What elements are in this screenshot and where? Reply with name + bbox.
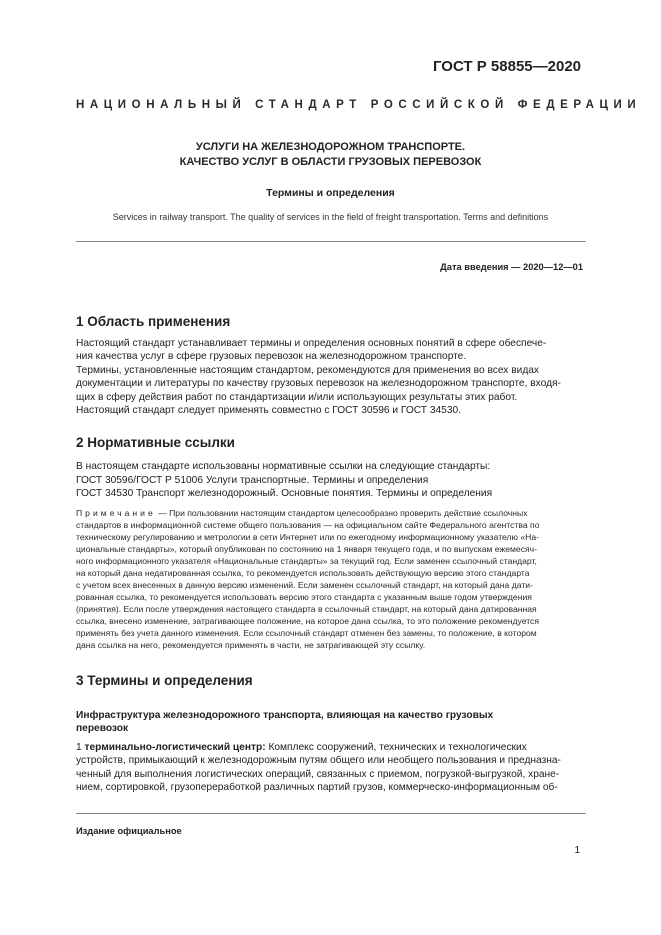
title-divider	[76, 241, 586, 242]
introduction-date: Дата введения — 2020—12—01	[440, 262, 583, 272]
term-definition	[76, 741, 584, 795]
note-text: — При пользовании настоящим стандартом целесообразно проверить действие ссылочных стандартов в информационной системе общего пользования — на официальном сайте Федерального агентства по техническому регулированию и метрологии в сети Интернет или по ежегодному информационному указателю «На- циональные стандарты», который опубликован по состоянию на 1 января текущего года, и по выпускам ежемесяч- ного информационного указателя «Национальные стандарты» за текущий год. Если заменен ссылочный стандарт, на который дана недатированная ссылка, то рекомендуется использовать действующую версию этого стандарта с учетом всех внесенных в данную версию изменений. Если заменен ссылочный стандарт, на который дана дати- рованная ссылка, то рекомендуется использовать версию этого стандарта с указанным выше годом утверждения (принятия). Если после утверждения настоящего стандарта в ссылочный стандарт, на который дана датированная ссылка, внесено изменение, затрагивающее положение, на которое дана ссылка, то это положение рекомендуется применять без учета данного изменения. Если ссылочный стандарт отменен без замены, то положение, в котором дана ссылка на него, рекомендуется применять в части, не затрагивающей эту ссылку.	[76, 508, 540, 650]
section-1-paragraph: Термины, установленные настоящим стандартом, рекомендуются для применения во всех видах документации и литературы по качеству грузовых перевозок на железнодорожном транспорте, входя- щих в сферу действия работ по стандартизации и/или использующих результаты этих работ.	[76, 365, 561, 403]
section-3-heading: 3 Термины и определения	[76, 673, 253, 688]
official-edition-label: Издание официальное	[76, 826, 182, 836]
term-text: Комплекс сооружений, технических и технологических устройств, примыкающий к железнодорожным путям общего или необщего пользования и предназна- ченный для выполнения логистических операций, связанных с приемом, погрузкой-выгрузкой, хране- нием, сортировкой, грузопереработкой различных партий грузов, коммерческо-информационным об-	[76, 742, 561, 794]
section-1-heading: 1 Область применения	[76, 314, 231, 329]
references-note	[76, 507, 584, 651]
section-2-heading: 2 Нормативные ссылки	[76, 435, 235, 450]
references-intro: В настоящем стандарте использованы нормативные ссылки на следующие стандарты:	[76, 461, 491, 472]
term-name: терминально-логистический центр:	[84, 742, 266, 753]
reference-item: ГОСТ 30596/ГОСТ Р 51006 Услуги транспортные. Термины и определения	[76, 474, 429, 486]
term-number: 1	[76, 742, 85, 753]
english-title: Services in railway transport. The quality of services in the field of freight transportation. Terms and definitions	[112, 212, 549, 222]
terms-subheading: Инфраструктура железнодорожного транспорта, влияющая на качество грузовых перевозок	[76, 710, 494, 735]
national-standard-banner: НАЦИОНАЛЬНЫЙ СТАНДАРТ РОССИЙСКОЙ ФЕДЕРАЦИИ	[76, 99, 642, 111]
page-number: 1	[574, 845, 580, 856]
reference-item: ГОСТ 34530 Транспорт железнодорожный. Основные понятия. Термины и определения	[76, 488, 493, 500]
standard-code: ГОСТ Р 58855—2020	[432, 58, 581, 75]
document-title: УСЛУГИ НА ЖЕЛЕЗНОДОРОЖНОМ ТРАНСПОРТЕ. КАЧЕСТВО УСЛУГ В ОБЛАСТИ ГРУЗОВЫХ ПЕРЕВОЗОК	[179, 141, 482, 168]
normative-references-list	[76, 460, 492, 501]
section-1-paragraph: Настоящий стандарт следует применять совместно с ГОСТ 30596 и ГОСТ 34530.	[76, 405, 462, 416]
note-label: Примечание	[76, 508, 156, 518]
footer-divider	[76, 813, 586, 814]
document-subtitle: Термины и определения	[266, 187, 395, 199]
section-1-paragraph: Настоящий стандарт устанавливает термины и определения основных понятий в сфере обеспече- ния качества услуг в сфере грузовых перевозок на железнодорожном транспорте.	[76, 338, 547, 363]
